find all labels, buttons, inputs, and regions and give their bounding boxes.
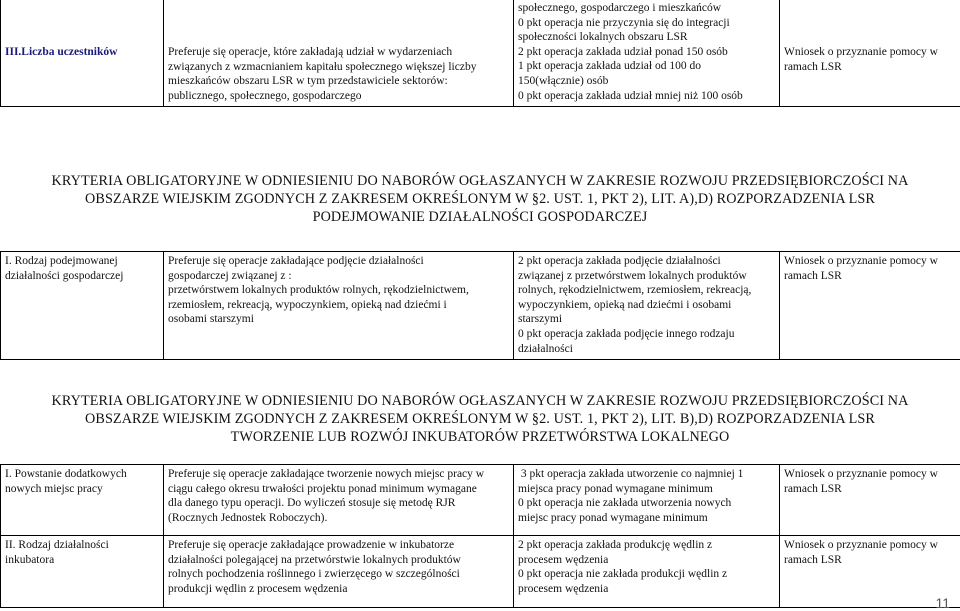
- criteria-table-incubators: [0, 464, 960, 608]
- criterion-label-cell: [1, 536, 164, 608]
- criterion-source-cell: [780, 252, 960, 360]
- criterion-description: Preferuje się operacje, które zakładają udział w wydarzeniach związanych z wzmacnianiem kapitału społecznego większej liczby mieszkańców obszaru LSR w tym przedstawiciele sektorów: publicznego, społecznego, gospodarczego: [168, 46, 477, 102]
- description-line: dla danego typu operacji. Do wyliczeń stosuje się metodę RJR: [168, 497, 456, 510]
- description-line: (Rocznych Jednostek Roboczych).: [168, 511, 328, 524]
- criteria-table-business-type: [0, 251, 960, 360]
- scoring-line: starszymi: [518, 313, 563, 326]
- description-line: osobami starszymi: [168, 313, 254, 326]
- heading-line: TWORZENIE LUB ROZWÓJ INKUBATORÓW PRZETWÓRSTWA LOKALNEGO: [230, 429, 730, 445]
- criterion-scoring-cell: [514, 252, 780, 360]
- scoring-line: 2 pkt operacja zakłada produkcję wędlin z: [518, 539, 713, 551]
- criterion-scoring-cell: [514, 0, 780, 107]
- table-row: [1, 536, 960, 608]
- criterion-description-cell: [164, 252, 514, 360]
- scoring-line: 3 pkt operacja zakłada utworzenie co najmniej 1: [518, 468, 744, 480]
- heading-line: KRYTERIA OBLIGATORYJNE W ODNIESIENIU DO NABORÓW OGŁASZANYCH W ZAKRESIE ROZWOJU PRZEDSIĘBIORCZOŚCI NA: [51, 393, 909, 409]
- criterion-source-cell: [780, 0, 960, 107]
- description-line: produkcji wędlin z procesem wędzenia: [168, 582, 348, 595]
- heading-line: OBSZARZE WIEJSKIM ZGODNYCH Z ZAKRESEM OKREŚLONYM W §2. UST. 1, PKT 2), LIT. A),D) ROZPORZADZENIA LSR: [85, 191, 875, 207]
- scoring-line: rolnych, rękodzielnictwem, rzemiosłem, rekreacją,: [518, 284, 752, 297]
- criterion-source: Wniosek o przyznanie pomocy w ramach LSR: [784, 255, 938, 282]
- scoring-line: 2 pkt operacja zakłada podjęcie działalności: [518, 255, 721, 267]
- table-row: [1, 252, 960, 360]
- description-line: rolnych pochodzenia roślinnego i zwierzęcego w szczególności: [168, 568, 460, 581]
- scoring-line: 1 pkt operacja zakłada udział od 100 do: [518, 60, 701, 73]
- heading-line: KRYTERIA OBLIGATORYJNE W ODNIESIENIU DO NABORÓW OGŁASZANYCH W ZAKRESIE ROZWOJU PRZEDSIĘBIORCZOŚCI NA: [51, 173, 909, 189]
- page-number: 11: [935, 595, 950, 611]
- table-row: [1, 465, 960, 536]
- scoring-line: wypoczynkiem, opieką nad dziećmi i osobami: [518, 298, 732, 311]
- scoring-line: społeczności lokalnych obszaru LSR: [518, 31, 688, 44]
- scoring-line: 0 pkt operacja zakłada udział mniej niż 100 osób: [518, 89, 743, 102]
- criterion-label: III.Liczba uczestników: [5, 46, 118, 58]
- scoring-line: 2 pkt operacja zakłada udział ponad 150 osób: [518, 45, 728, 58]
- description-line: Preferuje się operacje zakładające podjęcie działalności: [168, 255, 424, 267]
- table-row: [1, 0, 960, 107]
- criterion-source-cell: [780, 536, 960, 608]
- description-line: rzemiosłem, rekreacją, wypoczynkiem, opieką nad dziećmi i: [168, 298, 447, 311]
- scoring-line: 0 pkt operacja nie zakłada utworzenia nowych: [518, 497, 732, 510]
- criterion-label-cell: [1, 465, 164, 536]
- criteria-table-participants: [0, 0, 960, 107]
- criterion-label: I. Powstanie dodatkowych nowych miejsc pracy: [5, 468, 127, 495]
- description-line: działalności polegającej na przetwórstwie lokalnych produktów: [168, 553, 461, 566]
- scoring-line: związanej z przetwórstwem lokalnych produktów: [518, 269, 747, 282]
- criterion-scoring-cell: [514, 536, 780, 608]
- scoring-line: procesem wędzenia: [518, 553, 609, 566]
- scoring-line: miejsc pracy ponad wymagane minimum: [518, 511, 708, 524]
- criterion-label: II. Rodzaj działalności inkubatora: [5, 539, 109, 566]
- criterion-source: Wniosek o przyznanie pomocy w ramach LSR: [784, 539, 938, 566]
- criterion-source-cell: [780, 465, 960, 536]
- scoring-line: 0 pkt operacja nie przyczynia się do integracji: [518, 16, 730, 29]
- section-heading-business-start: [0, 172, 960, 226]
- heading-line: PODEJMOWANIE DZIAŁALNOŚCI GOSPODARCZEJ: [312, 209, 648, 225]
- criterion-scoring-cell: [514, 465, 780, 536]
- section-heading-incubators: [0, 392, 960, 446]
- scoring-line: działalności: [518, 342, 573, 355]
- scoring-line: 0 pkt operacja nie zakłada produkcji wędlin z: [518, 568, 728, 581]
- description-line: przetwórstwem lokalnych produktów rolnych, rękodzielnictwem,: [168, 284, 469, 297]
- scoring-line: procesem wędzenia: [518, 582, 609, 595]
- criterion-description-cell: [164, 0, 514, 107]
- scoring-line: miejsca pracy ponad wymagane minimum: [518, 482, 713, 495]
- criterion-label-cell: [1, 0, 164, 107]
- criterion-label: I. Rodzaj podejmowanej działalności gospodarczej: [5, 255, 124, 282]
- description-line: ciągu całego okresu trwałości projektu ponad minimum wymagane: [168, 482, 477, 495]
- criterion-label-cell: [1, 252, 164, 360]
- criterion-description-cell: [164, 536, 514, 608]
- criterion-source: Wniosek o przyznanie pomocy w ramach LSR: [784, 468, 938, 495]
- description-line: Preferuje się operacje zakładające prowadzenie w inkubatorze: [168, 539, 455, 551]
- heading-line: OBSZARZE WIEJSKIM ZGODNYCH Z ZAKRESEM OKREŚLONYM W §2. UST. 1, PKT 2), LIT. B),D) ROZPORZADZENIA LSR: [85, 411, 875, 427]
- criterion-source: Wniosek o przyznanie pomocy w ramach LSR: [784, 46, 938, 73]
- scoring-line: 0 pkt operacja zakłada podjęcie innego rodzaju: [518, 327, 735, 340]
- criterion-description-cell: [164, 465, 514, 536]
- description-line: gospodarczej związanej z :: [168, 269, 292, 282]
- description-line: Preferuje się operacje zakładające tworzenie nowych miejsc pracy w: [168, 468, 485, 480]
- scoring-line: 150(włącznie) osób: [518, 74, 609, 87]
- scoring-line: społecznego, gospodarczego i mieszkańców: [518, 2, 722, 14]
